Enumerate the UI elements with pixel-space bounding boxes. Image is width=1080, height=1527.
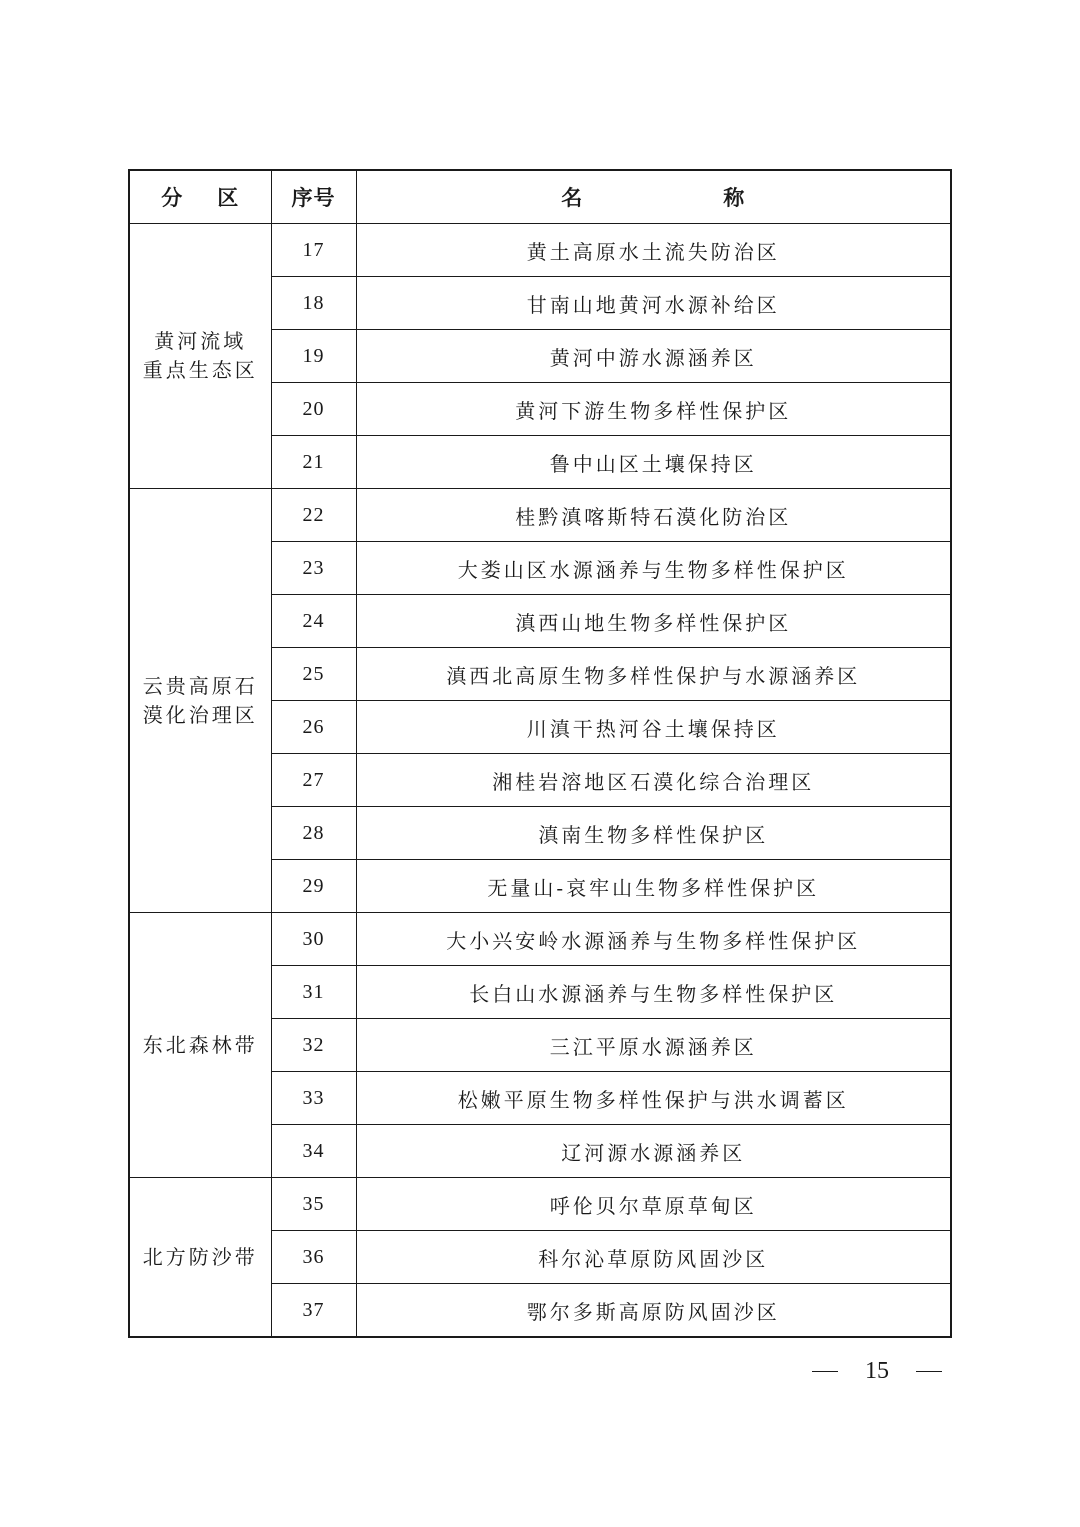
row-name: 川滇干热河谷土壤保持区 (356, 701, 951, 754)
row-name: 鄂尔多斯高原防风固沙区 (356, 1284, 951, 1338)
row-number: 21 (271, 436, 356, 489)
row-name: 大娄山区水源涵养与生物多样性保护区 (356, 542, 951, 595)
row-number: 24 (271, 595, 356, 648)
row-name: 甘南山地黄河水源补给区 (356, 277, 951, 330)
row-number: 29 (271, 860, 356, 913)
table-row (129, 489, 951, 542)
row-name: 桂黔滇喀斯特石漠化防治区 (356, 489, 951, 542)
row-name: 三江平原水源涵养区 (356, 1019, 951, 1072)
zone-label-line: 重点生态区 (142, 358, 258, 382)
row-number: 31 (271, 966, 356, 1019)
row-number: 25 (271, 648, 356, 701)
table-row (129, 913, 951, 966)
page-footer (812, 1358, 942, 1385)
row-number: 19 (271, 330, 356, 383)
zone-label-line: 黄河流域 (154, 329, 247, 353)
header-name (356, 170, 951, 224)
row-number: 30 (271, 913, 356, 966)
row-number: 22 (271, 489, 356, 542)
row-number: 18 (271, 277, 356, 330)
row-name: 松嫩平原生物多样性保护与洪水调蓄区 (356, 1072, 951, 1125)
row-name: 湘桂岩溶地区石漠化综合治理区 (356, 754, 951, 807)
row-name: 鲁中山区土壤保持区 (356, 436, 951, 489)
row-number: 28 (271, 807, 356, 860)
ecological-zones-table (128, 169, 952, 1338)
zone-label-line: 漠化治理区 (142, 702, 258, 727)
table-row (129, 224, 951, 277)
header-zone (129, 170, 271, 224)
row-name: 黄土高原水土流失防治区 (356, 224, 951, 277)
row-name: 滇西北高原生物多样性保护与水源涵养区 (356, 648, 951, 701)
header-name-char-2: 称 (723, 186, 746, 210)
row-number: 37 (271, 1284, 356, 1338)
row-number: 27 (271, 754, 356, 807)
table-row (129, 1178, 951, 1231)
row-name: 黄河下游生物多样性保护区 (356, 383, 951, 436)
header-row (129, 170, 951, 224)
page-number-dash-right (916, 1371, 942, 1372)
header-name-char-1: 名 (561, 186, 584, 210)
row-number: 20 (271, 383, 356, 436)
row-name: 滇西山地生物多样性保护区 (356, 595, 951, 648)
page-number-dash-left (812, 1371, 838, 1372)
row-number: 36 (271, 1231, 356, 1284)
row-number: 35 (271, 1178, 356, 1231)
row-name: 无量山-哀牢山生物多样性保护区 (356, 860, 951, 913)
row-number: 17 (271, 224, 356, 277)
zone-label-line: 北方防沙带 (142, 1244, 258, 1269)
zone-cell (129, 913, 271, 1178)
row-name: 黄河中游水源涵养区 (356, 330, 951, 383)
row-number: 34 (271, 1125, 356, 1178)
row-number: 33 (271, 1072, 356, 1125)
zone-label-line: 东北森林带 (142, 1032, 258, 1057)
row-number: 26 (271, 701, 356, 754)
row-name: 长白山水源涵养与生物多样性保护区 (356, 966, 951, 1019)
zone-cell (129, 489, 271, 913)
row-number: 32 (271, 1019, 356, 1072)
zone-cell (129, 1178, 271, 1338)
header-zone-char-2: 区 (217, 186, 240, 210)
row-name: 呼伦贝尔草原草甸区 (356, 1178, 951, 1231)
page-number: 15 (865, 1358, 889, 1384)
table-body (129, 224, 951, 1338)
header-zone-char-1: 分 (161, 186, 184, 210)
row-name: 大小兴安岭水源涵养与生物多样性保护区 (356, 913, 951, 966)
zone-label-line: 云贵高原石 (142, 673, 258, 698)
zone-cell (129, 224, 271, 489)
row-name: 科尔沁草原防风固沙区 (356, 1231, 951, 1284)
row-name: 滇南生物多样性保护区 (356, 807, 951, 860)
table-header (129, 170, 951, 224)
header-number: 序号 (271, 170, 356, 224)
row-name: 辽河源水源涵养区 (356, 1125, 951, 1178)
row-number: 23 (271, 542, 356, 595)
